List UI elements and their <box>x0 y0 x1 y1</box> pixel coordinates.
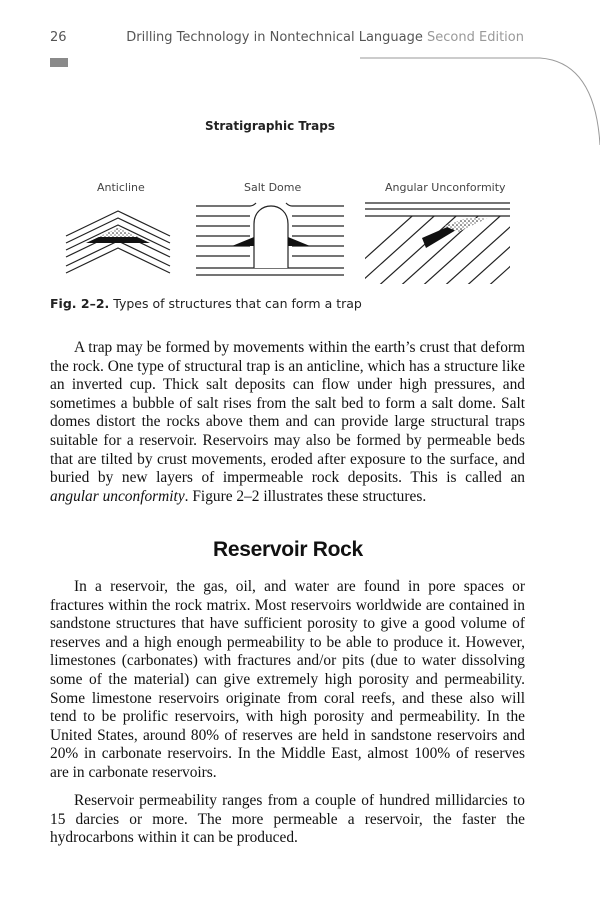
book-title: Drilling Technology in Nontechnical Language <box>126 30 423 45</box>
salt-dome-drawing <box>196 203 344 275</box>
paragraph-traps <box>50 339 525 506</box>
paragraph-traps-text: A trap may be formed by movements within the earth’s crust that deform the rock. One type of structural trap is an anticline, which has a structure like an inverted cup. Thick salt deposits can flow under high pressures, and sometimes a bubble of salt rises from the salt bed to form a salt dome. Salt domes distort the rocks above them and can provide large structural traps suitable for a reservoir. Reservoirs may also be formed by permeable beds that are tilted by crust movements, eroded after exposure to the surface, and buried by new layers of impermeable rock deposits. This is called an <box>50 339 525 487</box>
section-heading-reservoir-rock: Reservoir Rock <box>213 538 363 561</box>
figure-title: Stratigraphic Traps <box>204 119 335 133</box>
paragraph-permeability: Reservoir permeability ranges from a couple of hundred millidarcies to 15 darcies or more. The more permeable a reservoir, the faster the hydrocarbons within it can be produced. <box>50 792 525 847</box>
figure-number: Fig. 2–2. <box>50 296 110 311</box>
stratigraphic-traps-diagram <box>0 0 600 300</box>
paragraph-reservoir-rock: In a reservoir, the gas, oil, and water are found in pore spaces or fractures within the rock matrix. Most reservoirs worldwide are contained in sandstone structures that have sufficient porosity to give a good volume of reserves and a high enough permeability to be able to produce it. However, limestones (carbonates) with fractures and/or pits (due to water dissolving some of the material) can give extremely high porosity and permeability. Some limestone reservoirs originate from coral reefs, and these also will tend to be prolific reservoirs, with high porosity and permeability. In the United States, around 80% of reserves are held in sandstone reservoirs and 20% in carbonate reservoirs. In the Middle East, almost 100% of reserves are in carbonate reservoirs. <box>50 578 525 781</box>
panel-label-anticline: Anticline <box>97 181 145 194</box>
paragraph-traps-end: . Figure 2–2 illustrates these structures. <box>184 487 427 505</box>
edition-label: Second Edition <box>427 30 524 45</box>
figure-caption-text: Types of structures that can form a trap <box>113 296 362 311</box>
page-number: 26 <box>50 30 67 45</box>
figure-caption <box>50 296 362 311</box>
panel-label-angular-unconformity: Angular Unconformity <box>385 181 506 194</box>
anticline-drawing <box>66 211 170 273</box>
angular-unconformity-drawing <box>330 200 584 290</box>
emphasis-angular-unconformity: angular unconformity <box>50 487 185 505</box>
panel-label-salt-dome: Salt Dome <box>244 181 302 194</box>
